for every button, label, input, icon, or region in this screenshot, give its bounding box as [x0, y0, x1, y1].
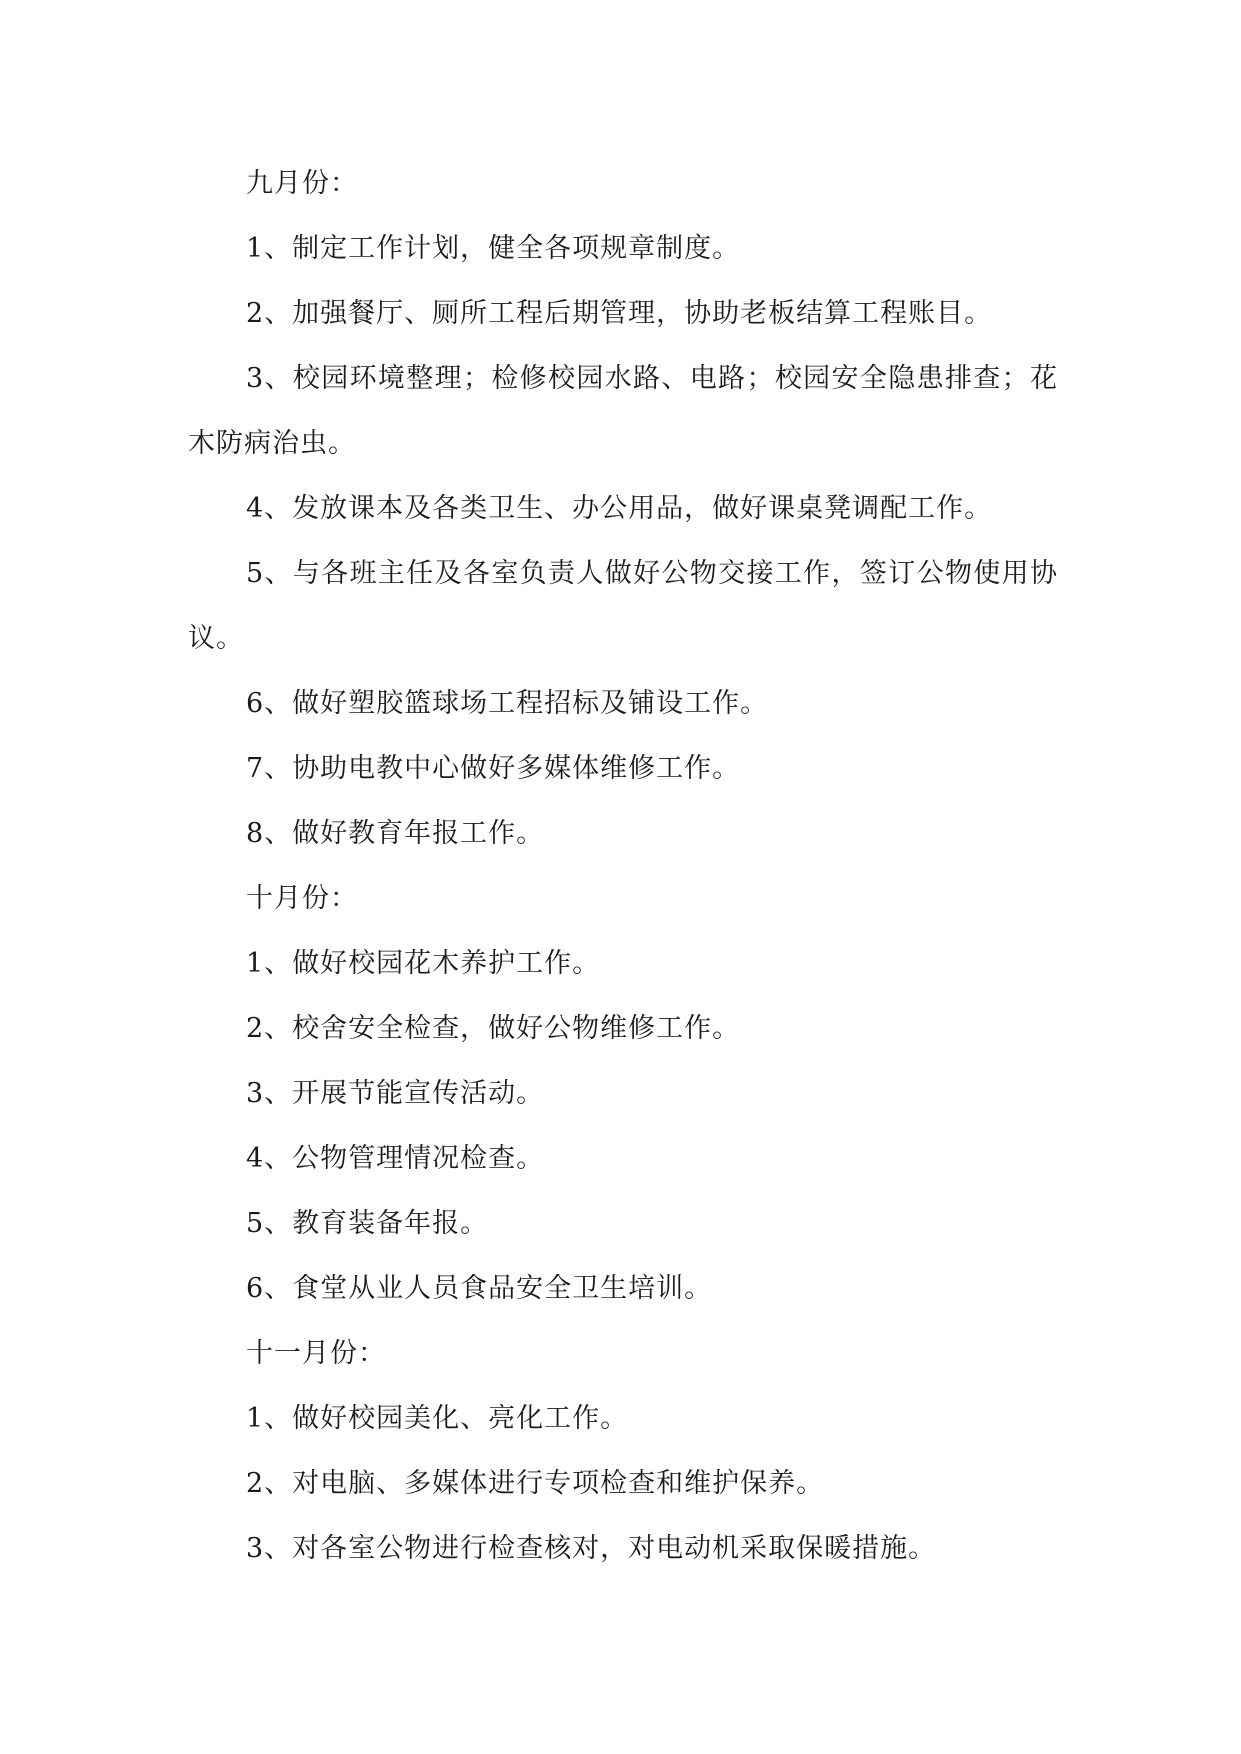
- plan-item: 3、校园环境整理；检修校园水路、电路；校园安全隐患排查；花木防病治虫。: [188, 363, 1058, 459]
- plan-item: 6、做好塑胶篮球场工程招标及铺设工作。: [246, 688, 769, 719]
- plan-item: 4、发放课本及各类卫生、办公用品，做好课桌凳调配工作。: [246, 493, 993, 524]
- plan-item: 8、做好教育年报工作。: [246, 818, 545, 849]
- plan-item: 1、制定工作计划，健全各项规章制度。: [246, 233, 741, 264]
- plan-item: 1、做好校园美化、亮化工作。: [246, 1403, 629, 1434]
- section-heading-october: 十月份：: [246, 883, 358, 914]
- plan-item: 5、与各班主任及各室负责人做好公物交接工作，签订公物使用协议。: [188, 558, 1058, 654]
- plan-item: 4、公物管理情况检查。: [246, 1143, 545, 1174]
- section-heading-november: 十一月份：: [246, 1338, 386, 1369]
- plan-item: 2、加强餐厅、厕所工程后期管理，协助老板结算工程账目。: [246, 298, 993, 329]
- plan-item: 1、做好校园花木养护工作。: [246, 948, 601, 979]
- plan-item: 3、对各室公物进行检查核对，对电动机采取保暖措施。: [246, 1533, 937, 1564]
- plan-item: 7、协助电教中心做好多媒体维修工作。: [246, 753, 741, 784]
- plan-item: 2、对电脑、多媒体进行专项检查和维护保养。: [246, 1468, 825, 1499]
- plan-item: 2、校舍安全检查，做好公物维修工作。: [246, 1013, 741, 1044]
- plan-item: 6、食堂从业人员食品安全卫生培训。: [246, 1273, 713, 1304]
- plan-item: 3、开展节能宣传活动。: [246, 1078, 545, 1109]
- document-body: [188, 151, 1058, 1581]
- section-heading-september: 九月份：: [246, 168, 358, 199]
- plan-item: 5、教育装备年报。: [246, 1208, 489, 1239]
